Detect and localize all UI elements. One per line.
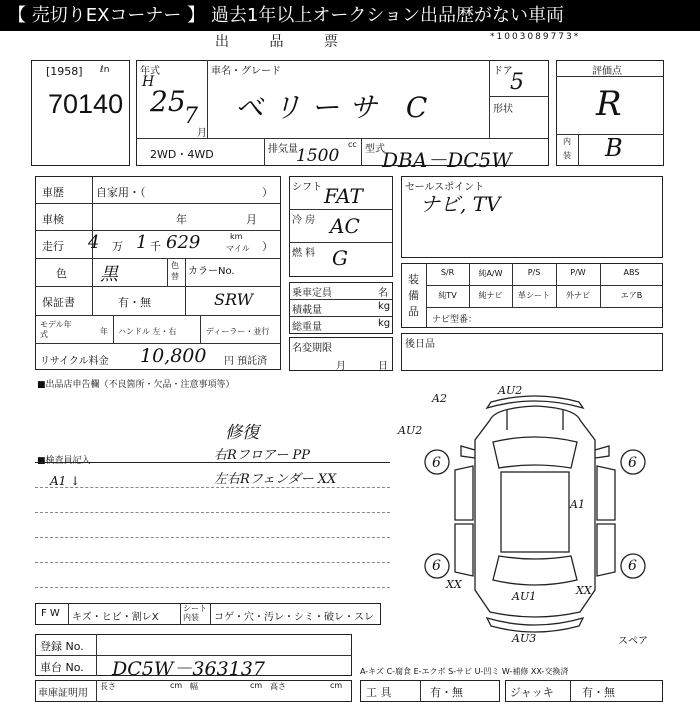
diagram-label-xx-left: XX	[446, 578, 462, 591]
mileage-sen-unit: 千	[150, 240, 161, 253]
checks-items-left: キズ・ヒビ・割レX	[72, 612, 159, 623]
cert-width: 幅	[190, 682, 198, 691]
rating-label: 評価点	[592, 66, 622, 77]
doors-value: 5	[510, 70, 524, 95]
diagram-label-6-rl: 6	[432, 558, 441, 574]
shape-label: 形状	[493, 104, 513, 115]
barcode-number: *1003089773*	[490, 32, 581, 42]
checks-row-label: F W	[41, 608, 60, 619]
recycle-value: 10,800	[140, 345, 207, 367]
damage-legend: A-キズ C-腐食 E-エクボ S-サビ U-凹ミ W-補修 XX-交換済	[360, 667, 569, 676]
auction-banner: 【 売切りEXコーナー 】 過去1年以上オークション出品歴がない車両	[0, 0, 700, 31]
recycle-label: リサイクル料金	[40, 356, 109, 367]
name-value: ベリーサ C	[235, 91, 438, 124]
ac-label: 冷 房	[292, 215, 316, 226]
displacement-label: 排気量	[268, 144, 298, 155]
inspector-note-2: 右Rフロアー PP	[214, 448, 311, 463]
cert-height: 高さ	[270, 682, 286, 691]
year-value: 25	[150, 85, 186, 118]
color-no-label: カラーNo.	[188, 266, 235, 277]
weight-unit: kg	[378, 318, 391, 329]
year-label: 年式	[140, 66, 160, 77]
jack-options: 有・無	[582, 686, 615, 699]
model-year-label: モデル年式	[40, 320, 72, 339]
shift-value: FAT	[324, 184, 363, 208]
displacement-unit: cc	[348, 140, 357, 149]
name-change-day: 日	[378, 361, 388, 372]
aftermarket-label: 後日品	[405, 339, 435, 350]
warranty-label: 保証書	[42, 296, 75, 309]
equipment-item: 革シート	[518, 291, 550, 300]
model-value: DBA－DC5W	[382, 148, 512, 172]
interior-label-1: 内	[563, 137, 571, 146]
history-close: ）	[262, 186, 273, 199]
diagram-label-au2-left: AU2	[398, 424, 423, 437]
jack-label: ジャッキ	[510, 686, 554, 699]
lot-ref: [1958]	[46, 65, 83, 78]
inspector-label: ■検査員記入	[37, 456, 91, 466]
tools-label: 工 具	[366, 686, 392, 699]
load-unit: kg	[378, 301, 391, 312]
dealer-label: ディーラー・並行	[206, 327, 270, 336]
diagram-label-xx-right: XX	[576, 584, 592, 597]
aftermarket-box	[401, 333, 663, 371]
name-change-label: 名変期限	[292, 343, 332, 354]
displacement-value: 1500	[296, 146, 340, 166]
interior-label-2: 装	[563, 151, 571, 160]
doors-label: ドア	[493, 66, 513, 77]
diagram-label-6-rr: 6	[628, 558, 637, 574]
cert-label: 車庫証明用	[38, 688, 88, 699]
checks-seat-label: シート内装	[183, 604, 207, 622]
sheet-title: 出 品 票	[215, 34, 356, 50]
lot-ref-suffix: ℓn	[100, 65, 110, 75]
mileage-unit: km	[230, 232, 243, 241]
diagram-label-au1: AU1	[512, 590, 537, 603]
cert-height-unit: cm	[330, 681, 343, 690]
year-era: H	[142, 74, 155, 90]
color-change-label: 色替	[171, 261, 179, 281]
diagram-label-a1: A1	[570, 498, 585, 511]
chassis-label: 車台 No.	[40, 661, 84, 674]
inspector-note-1: 修復	[225, 423, 259, 443]
lot-number: 70140	[48, 89, 124, 119]
inspector-note-3: 左右Rフェンダー XX	[214, 472, 337, 487]
interior-value: B	[605, 134, 623, 162]
car-damage-diagram	[395, 380, 675, 650]
weight-label: 総重量	[292, 322, 322, 333]
cert-length: 長さ	[100, 682, 116, 691]
rating-value: R	[596, 84, 622, 124]
capacity-unit: 名	[378, 288, 388, 299]
equipment-item: 純ナビ	[478, 291, 503, 300]
checks-items-right: コゲ・穴・汚レ・シミ・破レ・スレ	[214, 612, 374, 623]
reg-label: 登録 No.	[40, 640, 84, 653]
inspection-label: 車検	[42, 213, 64, 226]
inspection-month: 月	[246, 213, 257, 226]
month-unit: 月	[197, 128, 207, 139]
diagram-label-6-fr: 6	[628, 455, 637, 471]
drive-options: 2WD・4WD	[150, 148, 214, 161]
equipment-item: エアB	[620, 291, 643, 300]
mileage-man: 4	[88, 232, 100, 253]
ac-value: AC	[330, 214, 360, 238]
name-change-unit: 月	[336, 361, 346, 372]
color-no-value: SRW	[214, 290, 254, 309]
inspector-note-left: A1 ↓	[50, 474, 81, 488]
name-label: 車名・グレード	[211, 66, 281, 77]
diagram-label-6-fl: 6	[432, 455, 441, 471]
chassis-value: DC5W－363137	[112, 658, 265, 680]
history-options: 自家用・（	[96, 186, 146, 199]
diagram-label-au2-top: AU2	[498, 384, 523, 397]
tools-options: 有・無	[430, 686, 463, 699]
diagram-label-au3: AU3	[512, 632, 537, 645]
mileage-close: ）	[262, 240, 273, 253]
mileage-rest: 629	[166, 232, 201, 253]
history-label: 車歴	[42, 186, 64, 199]
mileage-label: 走行	[42, 240, 64, 253]
model-label: 型式	[365, 144, 385, 155]
equipment-item: 純TV	[438, 291, 457, 300]
notes-header: ■出品店申告欄（不良箇所・欠品・注意事項等）	[37, 380, 235, 390]
equipment-item: P/S	[527, 268, 541, 277]
cert-width-unit: cm	[250, 681, 263, 690]
navi-label: ナビ型番：	[432, 315, 478, 325]
spare-label: スペア	[618, 636, 648, 647]
fuel-label: 燃 料	[292, 248, 316, 259]
diagram-label-a2: A2	[432, 392, 447, 405]
shift-label: シフト	[292, 182, 322, 193]
model-year-unit: 年	[100, 327, 108, 336]
sales-label: セールスポイント	[405, 182, 485, 193]
month-value: 7	[184, 104, 198, 129]
capacity-label: 乗車定員	[292, 288, 332, 299]
recycle-unit: 円 預託済	[224, 356, 268, 367]
fuel-value: G	[332, 246, 348, 270]
equipment-item: 外ナビ	[566, 291, 590, 300]
mileage-sen: 1	[136, 232, 148, 253]
mileage-man-unit: 万	[112, 240, 123, 253]
sales-value: ナビ, TV	[420, 192, 501, 216]
color-label: 色	[56, 267, 67, 280]
equipment-item: P/W	[570, 268, 586, 277]
warranty-options: 有・無	[118, 296, 151, 309]
cert-length-unit: cm	[170, 681, 183, 690]
equipment-item: S/R	[440, 268, 455, 277]
equipment-label: 装備品	[408, 273, 419, 318]
handle-label: ハンドル 左・右	[118, 327, 177, 336]
lot-box	[31, 60, 130, 166]
equipment-item: 純A/W	[478, 269, 503, 278]
details-box	[35, 176, 281, 370]
color-value: 黒	[100, 264, 118, 285]
load-label: 積載量	[292, 305, 322, 316]
inspection-year: 年	[176, 213, 187, 226]
mileage-unit-2: マイル	[226, 244, 250, 253]
equipment-item: ABS	[623, 268, 640, 277]
